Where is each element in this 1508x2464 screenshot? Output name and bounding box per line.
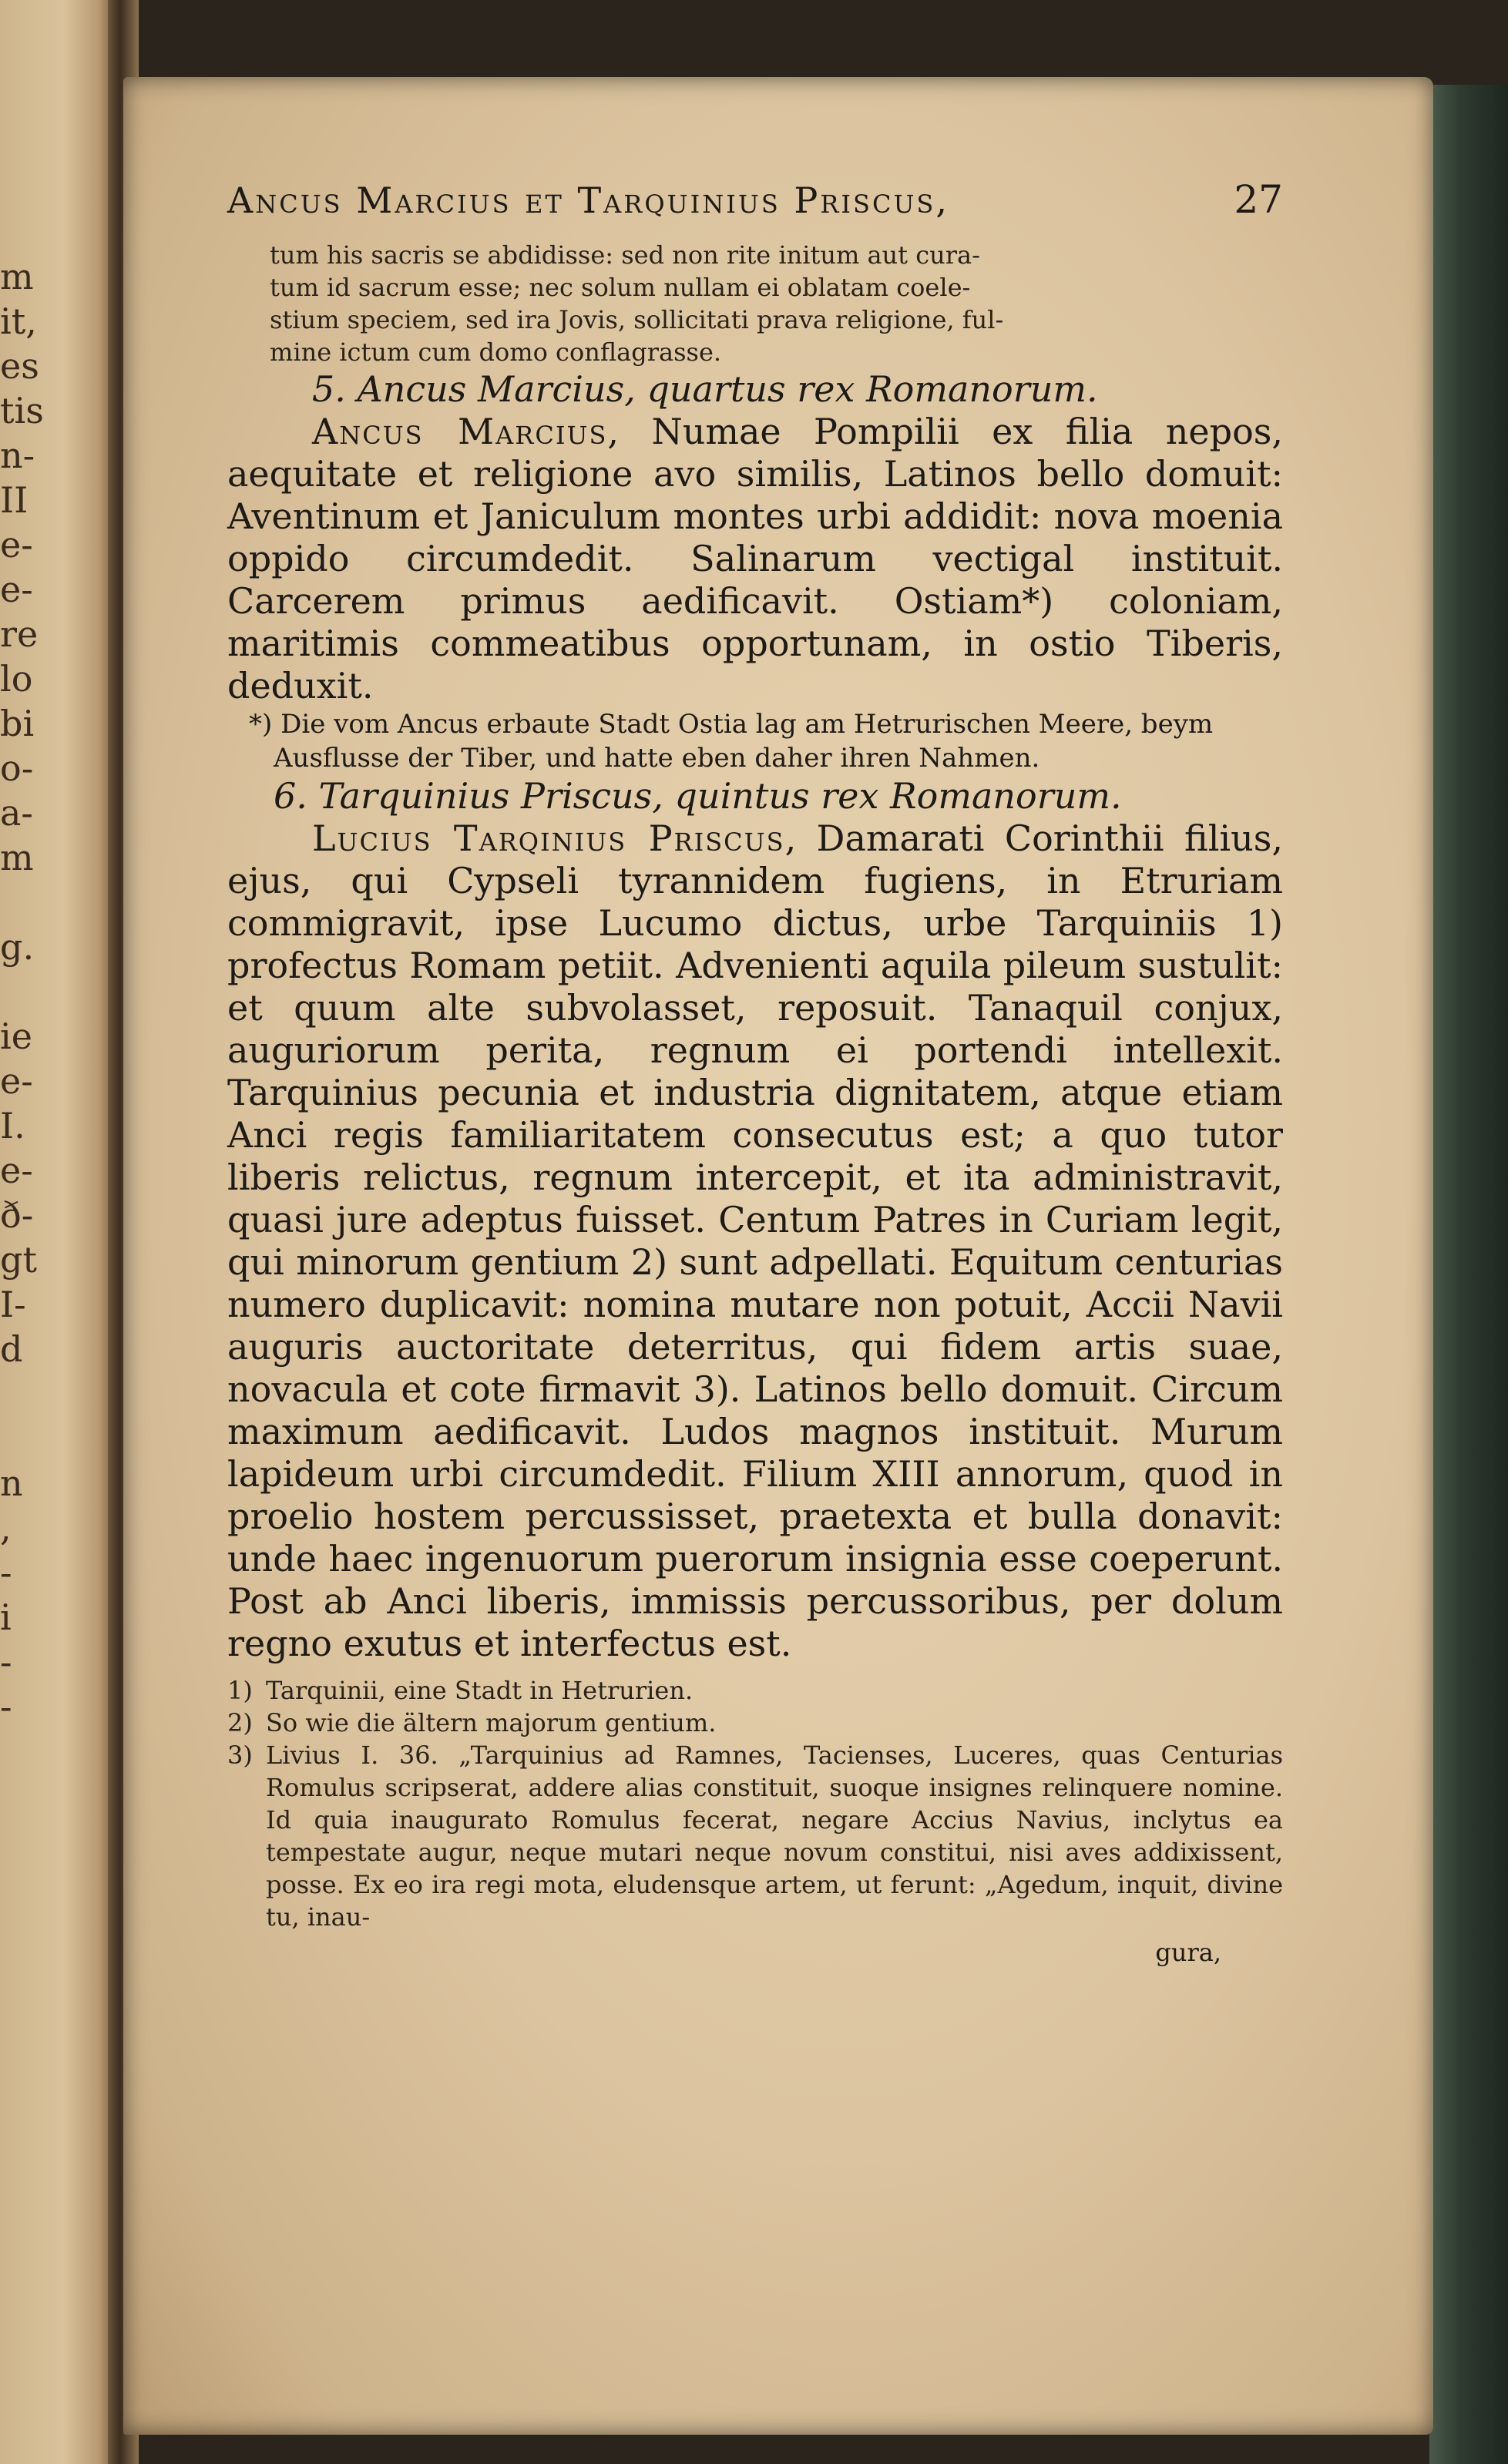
footnote-text: So wie die ältern majorum gentium.	[266, 1708, 717, 1737]
section-5-name: Ancus Marcius	[312, 411, 608, 452]
footnote-mark: 3)	[227, 1741, 253, 1770]
book-cover-edge	[1429, 85, 1508, 2464]
left-page-fragment: ð-	[0, 1194, 34, 1236]
left-page-fragment: m	[0, 837, 34, 878]
left-page-fragment: i	[0, 1596, 12, 1638]
left-page-fragment: it,	[0, 300, 37, 342]
top-footnote	[227, 239, 1283, 368]
footnote-mark: 2)	[227, 1708, 253, 1737]
section-5-heading: 5. Ancus Marcius, quartus rex Romanorum.	[312, 368, 1098, 410]
page-text	[227, 177, 1283, 1967]
left-page-fragment: I.	[0, 1105, 25, 1146]
left-page-fragment: -	[0, 1552, 12, 1593]
left-page-fragment: e-	[0, 569, 33, 610]
left-page-fragment: lo	[0, 658, 33, 700]
left-page-fragment: o-	[0, 747, 34, 789]
section-6-text: , Damarati Corinthii filius, ejus, qui Cypseli tyrannidem fugiens, in Etruriam commigravit, ipse Lucumo dictus, urbe Tarquiniis 1) profectus Romam petiit. Advenienti aquila pileum sustulit: et quum alte subvolasset, reposuit. Tanaquil conjux, auguriorum perita, regnum ei portendi intellexit. Tarquinius pecunia et industria dignitatem, atque etiam Anci regis familiaritatem consecutus est; a quo tutor liberis relictus, regnum intercepit, et ita administravit, quasi jure adeptus fuisset. Centum Patres in Curiam legit, qui minorum gentium 2) sunt adpellati. Equitum centurias numero duplicavit: nomina mutare non potuit, Accii Navii auguris auctoritate deterritus, qui fidem artis suae, novacula et cote firmavit 3). Latinos bello domuit. Circum maximum aedificavit. Ludos magnos instituit. Murum lapideum urbi circumdedit. Filium XIII annorum, quod in proelio hostem percussisset, praetexta et bulla donavit: unde haec ingenuorum puerorum insignia esse coeperunt. Post ab Anci liberis, immissis percussoribus, per dolum regno exutus et interfectus est.	[227, 817, 1283, 1664]
section-6-paragraph	[227, 817, 1283, 1665]
left-page-text-fragments	[0, 254, 92, 1729]
top-footnote-line: tum id sacrum esse; nec solum nullam ei oblatam coele-	[270, 273, 971, 302]
footnote-1	[227, 1674, 1283, 1707]
footnote-text: Tarquinii, eine Stadt in Hetrurien.	[266, 1676, 694, 1705]
top-footnote-line: mine ictum cum domo conflagrasse.	[270, 337, 722, 367]
left-page-fragment: d	[0, 1328, 23, 1370]
running-head	[227, 177, 1283, 222]
left-page-fragment: e-	[0, 1150, 33, 1191]
footnote-3	[227, 1739, 1283, 1933]
left-page-edge	[0, 0, 116, 2464]
left-page-fragment: es	[0, 345, 39, 387]
left-page-fragment: n-	[0, 435, 35, 476]
section-6-name: Lucius Tarqinius Priscus	[312, 817, 785, 859]
section-5-footnote: *) Die vom Ancus erbaute Stadt Ostia lag am Hetrurischen Meere, beym Ausflusse der Tiber, und hatte eben daher ihren Nahmen.	[249, 709, 1214, 774]
left-page-fragment: e-	[0, 524, 33, 566]
left-page-fragment: gt	[0, 1239, 37, 1281]
left-page-fragment: II	[0, 479, 29, 521]
top-footnote-line: stium speciem, sed ira Jovis, sollicitati prava religione, ful-	[270, 305, 1004, 334]
left-page-fragment	[0, 1371, 92, 1416]
left-page-fragment: tis	[0, 390, 44, 431]
left-page-fragment: re	[0, 613, 39, 655]
left-page-fragment	[0, 880, 92, 925]
page-number: 27	[1234, 177, 1283, 222]
footnotes	[227, 1674, 1283, 1933]
running-head-title: Ancus Marcius et Tarquinius Priscus,	[227, 180, 949, 221]
left-page-fragment	[0, 1416, 92, 1461]
left-page-fragment: a-	[0, 792, 33, 834]
left-page-fragment: ,	[0, 1507, 12, 1549]
left-page-fragment: -	[0, 1641, 12, 1683]
left-page-fragment: -	[0, 1686, 12, 1727]
left-page-fragment: I-	[0, 1284, 26, 1325]
left-page-fragment: g.	[0, 926, 35, 968]
left-page-fragment: e-	[0, 1060, 33, 1102]
left-page-fragment: m	[0, 256, 34, 297]
left-page-fragment: ie	[0, 1015, 32, 1057]
section-6-heading: 6. Tarquinius Priscus, quintus rex Romanorum.	[274, 775, 1122, 817]
top-footnote-line: tum his sacris se abdidisse: sed non rite initum aut cura-	[270, 240, 980, 270]
catchword: gura,	[1155, 1938, 1221, 1967]
footnote-text: Livius I. 36. „Tarquinius ad Ramnes, Tacienses, Luceres, quas Centurias Romulus scripserat, addere alias constituit, suoque insignes relinquere nomine. Id quia inaugurato Romulus fecerat, negare Accius Navius, inclytus ea tempestate augur, neque mutari neque novum constitui, nisi aves addixissent, posse. Ex eo ira regi mota, eludensque artem, ut ferunt: „Agedum, inquit, divine tu, inau-	[266, 1741, 1283, 1932]
left-page-fragment: bi	[0, 703, 35, 744]
section-5-text: , Numae Pompilii ex filia nepos, aequitate et religione avo similis, Latinos bello domuit: Aventinum et Janiculum montes urbi addidit: nova moenia oppido circumdedit. Salinarum vectigal instituit. Carcerem primus aedificavit. Ostiam*) coloniam, maritimis commeatibus opportunam, in ostio Tiberis, deduxit.	[227, 411, 1283, 707]
left-page-fragment: n	[0, 1462, 23, 1504]
footnote-2	[227, 1707, 1283, 1739]
left-page-fragment	[0, 969, 92, 1014]
section-5-paragraph	[227, 411, 1283, 707]
footnote-mark: 1)	[227, 1676, 253, 1705]
